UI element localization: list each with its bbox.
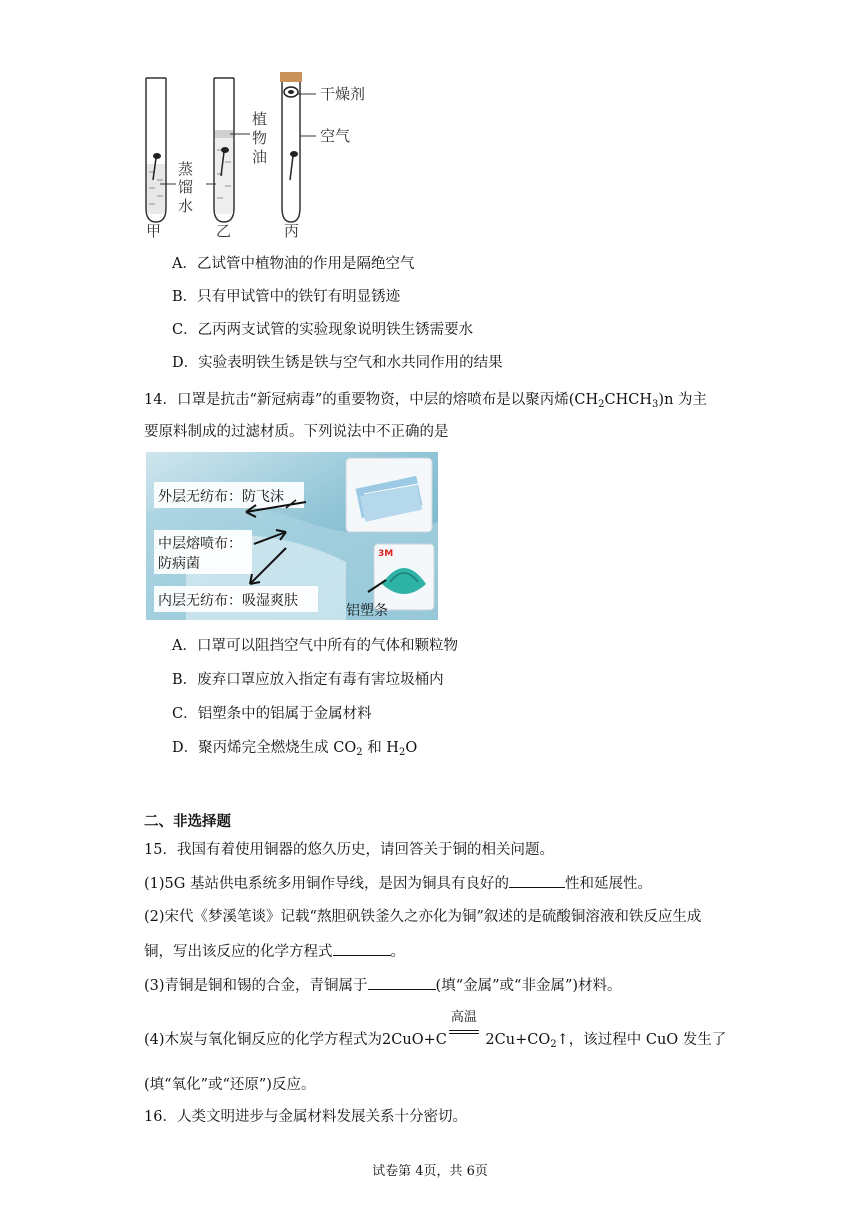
q13-option-a: A．乙试管中植物油的作用是隔绝空气 [172, 256, 415, 272]
q14-stem-line1: 14．口罩是抗击“新冠病毒”的重要物资，中层的熔喷布是以聚丙烯$(CH_2CHCH_3)n$ 为主 [144, 392, 708, 410]
q15-part3: (3)青铜是铜和锡的合金，青铜属于 (填“金属”或“非金属”)材料。 [144, 975, 622, 996]
q13-option-c: C．乙丙两支试管的实验现象说明铁生锈需要水 [172, 322, 474, 338]
q14-option-d: D．聚丙烯完全燃烧生成 $CO_2$ 和 $H_2O$ [172, 740, 418, 758]
section-heading: 二、非选择题 [144, 813, 231, 830]
answer-blank-1[interactable] [509, 873, 565, 888]
q15-part2-line2: 铜，写出该反应的化学方程式 。 [144, 941, 405, 962]
tube-yi [214, 78, 234, 222]
q14-option-a: A．口罩可以阻挡空气中所有的气体和颗粒物 [172, 638, 458, 654]
tube-label-bing: 丙 [284, 222, 300, 240]
water-label-2: 馏 [178, 178, 194, 196]
oil-label-3: 油 [252, 148, 268, 166]
mask-figure [146, 452, 438, 620]
water-label-3: 水 [178, 197, 194, 215]
brand-label: 3M [378, 549, 394, 559]
tube-jia [146, 78, 166, 222]
q15-part1: (1)5G 基站供电系统多用铜作导线，是因为铜具有良好的 性和延展性。 [144, 873, 652, 894]
q15-intro: 15．我国有着使用铜器的悠久历史，请回答关于铜的相关问题。 [144, 842, 554, 858]
reaction-condition: 高温 [447, 1024, 481, 1044]
desiccant-label: 干燥剂 [320, 85, 366, 103]
aluminum-strip-label: 铝塑条 [346, 603, 388, 619]
page-footer: 试卷第 4页，共 6页 [372, 1164, 488, 1179]
oil-label-2: 物 [252, 129, 268, 147]
q15-part4-line2: (填“氧化”或“还原”)反应。 [144, 1077, 316, 1093]
answer-blank-3[interactable] [368, 975, 436, 990]
q13-option-b: B．只有甲试管中的铁钉有明显锈迹 [172, 289, 401, 305]
q15-part2-line1: (2)宋代《梦溪笔谈》记载“熬胆矾铁釜久之亦化为铜”叙述的是硫酸铜溶液和铁反应生成 [144, 909, 702, 925]
q14-option-b: B．废弃口罩应放入指定有毒有害垃圾桶内 [172, 672, 444, 688]
air-label: 空气 [320, 127, 351, 145]
test-tube-figure [140, 68, 390, 244]
tube-label-yi: 乙 [216, 222, 232, 240]
water-label-1: 蒸 [178, 160, 194, 178]
oil-label-1: 植 [252, 110, 268, 128]
q13-option-d: D．实验表明铁生锈是铁与空气和水共同作用的结果 [172, 355, 503, 371]
inner-layer-label: 内层无纺布：吸湿爽肤 [158, 593, 298, 609]
middle-layer-label-2: 防病菌 [158, 556, 200, 572]
q16-stem: 16．人类文明进步与金属材料发展关系十分密切。 [144, 1109, 467, 1125]
q14-stem-line2: 要原料制成的过滤材质。下列说法中不正确的是 [144, 424, 449, 440]
middle-layer-label-1: 中层熔喷布： [158, 536, 242, 552]
q14-option-c: C．铝塑条中的铝属于金属材料 [172, 706, 372, 722]
outer-layer-label: 外层无纺布：防飞沫 [158, 489, 284, 505]
tube-label-jia: 甲 [146, 222, 162, 240]
q15-part4: (4)木炭与氧化铜反应的化学方程式为2CuO+C 高温 $2Cu+CO_2↑$，该过程中 CuO 发生了 [144, 1010, 727, 1050]
answer-blank-2[interactable] [333, 941, 391, 956]
